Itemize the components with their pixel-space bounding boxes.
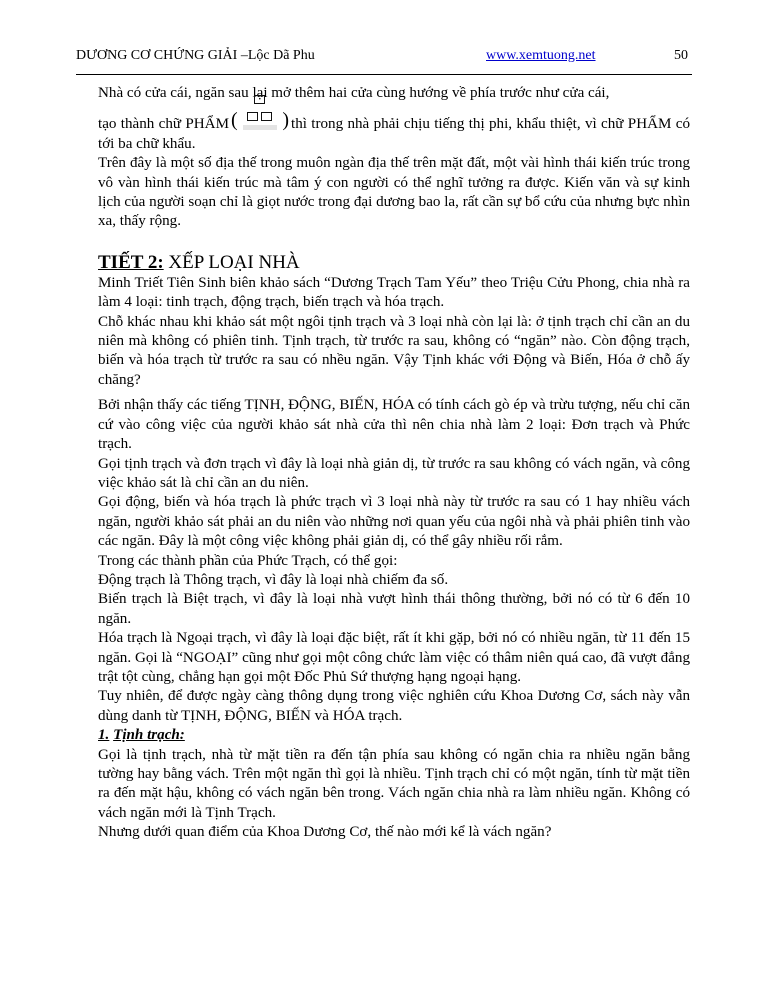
paragraph-8: Trong các thành phần của Phức Trạch, có thể gọi:	[98, 552, 398, 569]
header-book-title: DƯƠNG CƠ CHỨNG GIẢI –Lộc Dã Phu	[76, 48, 315, 63]
header-divider	[76, 74, 692, 75]
section-title: XẾP LOẠI NHÀ	[168, 251, 300, 273]
paragraph-3: Minh Triết Tiên Sinh biên khảo sách “Dương Trạch Tam Yếu” theo Triệu Cửu Phong, chia nhà ra làm 4 loại: tinh trạch, động trạch, biến trạch và hóa trạch.	[98, 274, 690, 311]
pham-character-icon: ( )	[231, 109, 289, 131]
subsection-heading	[98, 726, 690, 745]
paragraph-1b-end: thì trong nhà phải chịu tiếng thị phi, khẩu thiệt, vì chữ PHẨM có tới ba chữ khẩu.	[98, 116, 690, 152]
paragraph-7: Gọi động, biến và hóa trạch là phức trạch vì 3 loại nhà này từ trước ra sau có 1 hay nhiều vách ngăn, người khảo sát phải an du niên vào những nơi quan yếu của ngôi nhà và phải phiên tinh vào các ngăn. Đây là một công việc không phải giản dị, có thể gây nhiều rối rắm.	[98, 494, 690, 550]
paragraph-9: Động trạch là Thông trạch, vì đây là loại nhà chiếm đa số.	[98, 571, 449, 588]
subsection-number: 1.	[98, 727, 110, 744]
paragraph-2: Trên đây là một số địa thế trong muôn ngàn địa thế trên mặt đất, một vài hình thái kiến trúc trong vô vàn hình thái kiến trúc mà tâm ý con người có thể nghĩ tưởng ra được. Kiến văn và sự kinh lịch của người soạn chỉ là giọt nước trong đại dương bao la, rất cần sự bổ cứu của nhưng bực nhìn xa, thấy rộng.	[98, 155, 690, 230]
paragraph-5: Bởi nhận thấy các tiếng TỊNH, ĐỘNG, BIẾN, HÓA có tính cách gò ép và trừu tượng, nếu chỉ căn cứ vào công việc của người khảo sát nhà cửa thì nên chia nhà làm 2 loại: Đơn trạch và Phức trạch.	[98, 397, 690, 453]
page-header	[76, 48, 690, 68]
paragraph-11: Hóa trạch là Ngoại trạch, vì đây là loại đặc biệt, rất ít khi gặp, bởi nó có nhiều ngăn, từ 11 đến 15 ngăn. Gọi là “NGOẠI” cũng như gọi một công chức làm việc có thâm niên quá cao, đã vượt đẳng trật tột cùng, chẳng hạn gọi một Đốc Phủ Sứ thượng hạng ngoại hạng.	[98, 630, 690, 685]
page-body	[98, 84, 690, 843]
paragraph-12: Tuy nhiên, để được ngày càng thông dụng trong việc nghiên cứu Khoa Dương Cơ, sách này vẫn dùng danh từ TỊNH, ĐỘNG, BIẾN và HÓA trạch.	[98, 688, 690, 724]
header-website-link[interactable]: www.xemtuong.net	[486, 48, 596, 63]
paragraph-6: Gọi tịnh trạch và đơn trạch vì đây là loại nhà giản dị, từ trước ra sau không có vách ngăn, và công việc khảo sát là chỉ cần an du niên.	[98, 455, 690, 491]
paragraph-1: Nhà có cửa cái, ngăn sau lại mở thêm hai cửa cùng hướng về phía trước như cửa cái,	[98, 85, 610, 101]
paragraph-1b	[98, 109, 690, 154]
page-number: 50	[674, 48, 688, 63]
paragraph-14: Nhưng dưới quan điểm của Khoa Dương Cơ, thế nào mới kể là vách ngăn?	[98, 824, 552, 841]
paragraph-10: Biến trạch là Biệt trạch, vì đây là loại nhà vượt hình thái thông thường, bởi nó có từ 6 đến 10 ngăn.	[98, 591, 690, 627]
section-heading	[98, 252, 690, 274]
paragraph-4: Chỗ khác nhau khi khảo sát một ngôi tịnh trạch và 3 loại nhà còn lại là: ở tịnh trạch chỉ cần an du niên mà không có phiên tinh. Tịnh trạch, từ trước ra sau, không có “ngăn” nào. Còn động trạch, biến và hóa trạch từ trước ra sau có nhều ngăn. Vậy Tịnh khác với Động và Biến, Hóa ở chỗ ấy chăng?	[98, 313, 690, 388]
section-label: TIẾT 2:	[98, 251, 164, 273]
paragraph-1b-start: tạo thành chữ PHẨM	[98, 116, 230, 133]
paragraph-13: Gọi là tịnh trạch, nhà từ mặt tiền ra đến tận phía sau không có ngăn chia ra nhiều ngăn bằng tường hay bằng vách. Trên một ngăn thì gọi là nhiều. Tịnh trạch chỉ có một ngăn, tính từ mặt tiền ra đến mặt hậu, không có vách ngăn bên trong. Vách ngăn chia nhà ra làm nhiều ngăn. Không có vách ngăn mới là Tịnh Trạch.	[98, 746, 690, 821]
subsection-title: Tịnh trạch:	[113, 727, 185, 744]
